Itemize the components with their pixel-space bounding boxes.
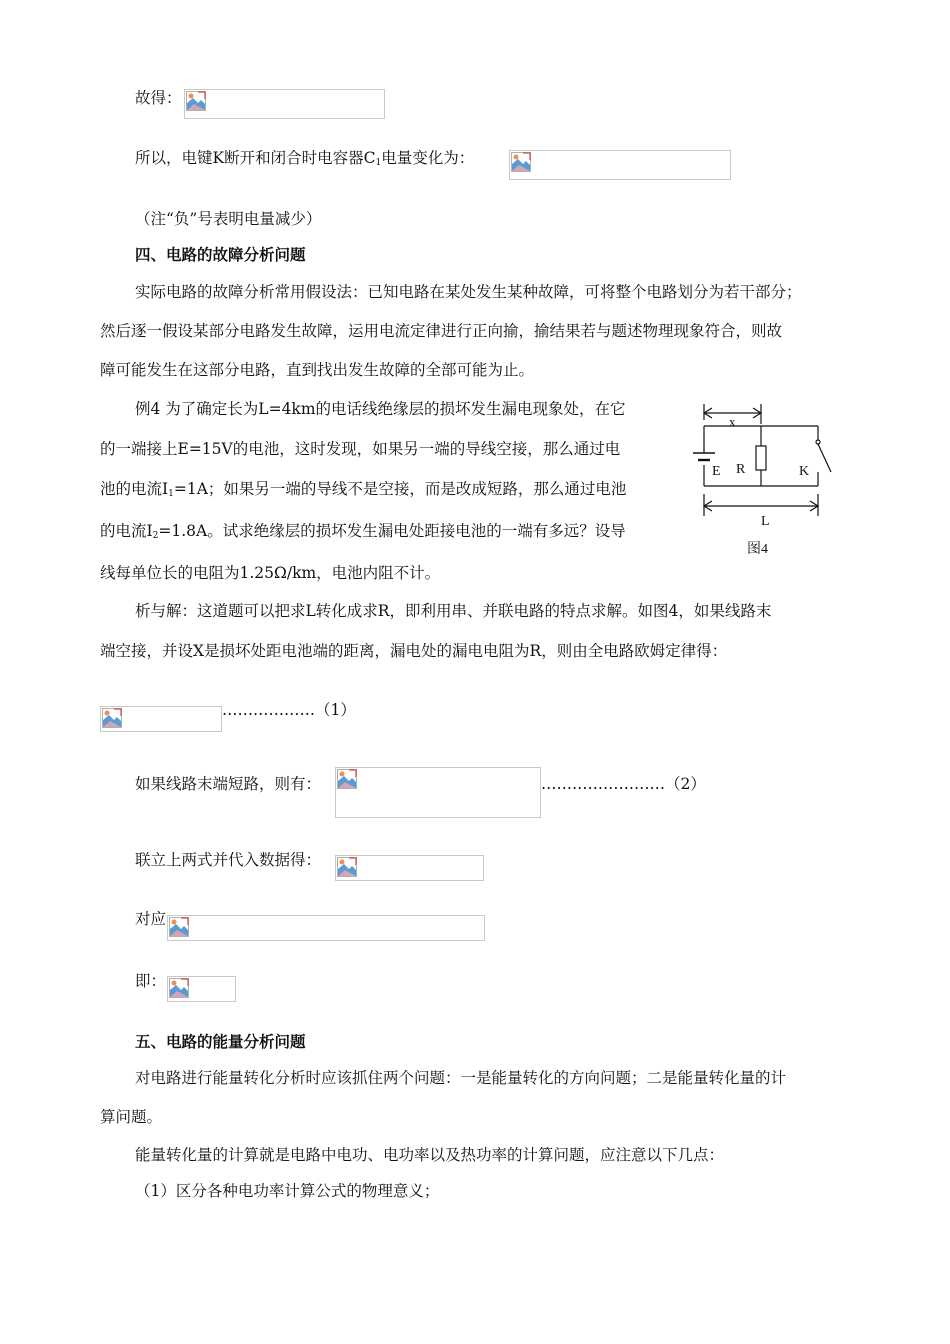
paragraph-line: 对电路进行能量转化分析时应该抓住两个问题：一是能量转化的方向问题；二是能量转化量的计 (135, 1069, 787, 1087)
broken-image-icon (169, 917, 189, 937)
result-label: 故得： (135, 89, 182, 107)
r-label: R (736, 462, 746, 477)
section-heading-5: 五、电路的能量分析问题 (135, 1032, 306, 1051)
paragraph-line: 算问题。 (100, 1108, 163, 1126)
section-heading-4: 四、电路的故障分析问题 (135, 245, 306, 264)
circuit-diagram (690, 396, 840, 561)
broken-image-icon (169, 978, 189, 998)
formula-image (167, 915, 485, 941)
paragraph-line: 能量转化量的计算就是电路中电功、电功率以及热功率的计算问题，应注意以下几点： (135, 1146, 725, 1164)
broken-image-icon (337, 769, 357, 789)
k-label: K (799, 464, 810, 479)
l-label: L (761, 514, 770, 529)
broken-image-icon (511, 152, 531, 172)
figure-caption: 图4 (747, 542, 768, 557)
therefore-line: 即： (135, 972, 167, 990)
combine-line: 联立上两式并代入数据得： (135, 851, 322, 869)
paragraph-line: 障可能发生在这部分电路，直到找出发生故障的全部可能为止。 (100, 361, 535, 379)
equation-tag-2: ……………………（2） (541, 775, 706, 793)
paragraph-line: 实际电路的故障分析常用假设法：已知电路在某处发生某种故障，可将整个电路划分为若干部分； (135, 283, 802, 301)
formula-image (100, 706, 222, 732)
example-line: 例4 为了确定长为L=4km的电话线绝缘层的损坏发生漏电现象处，在它 (135, 400, 626, 418)
correspond-line: 对应 (135, 910, 167, 928)
example-line: 的电流$I_2=1.8A$。试求绝缘层的损坏发生漏电处距接电池的一端有多远？设导 (100, 522, 626, 541)
note-line: （注“负”号表明电量减少） (135, 210, 322, 228)
formula-image (335, 767, 541, 818)
formula-image (335, 855, 484, 881)
list-item: （1）区分各种电功率计算公式的物理意义； (135, 1182, 440, 1200)
switch-blade (818, 444, 831, 472)
equation-tag-1: ………………（1） (222, 701, 356, 719)
example-line: 的一端接上E=15V的电池，这时发现，如果另一端的导线空接，那么通过电 (100, 440, 621, 458)
analysis-line: 析与解：这道题可以把求L转化成求R，即利用串、并联电路的特点求解。如图4，如果线路末 (135, 602, 772, 620)
example-line: 线每单位长的电阻为1.25Ω/km，电池内阻不计。 (100, 564, 441, 582)
switch-contact (816, 440, 820, 444)
example-line: 池的电流$I_1=1A$；如果另一端的导线不是空接，而是改成短路，那么通过电池 (100, 480, 627, 499)
formula-image (184, 89, 385, 119)
formula-image (167, 976, 236, 1002)
paragraph-line: 然后逐一假设某部分电路发生故障，运用电流定律进行正向揄，揄结果若与题述物理现象符合，则故 (100, 322, 783, 340)
result-line (135, 86, 182, 108)
broken-image-icon (186, 91, 206, 111)
broken-image-icon (102, 708, 122, 728)
short-circuit-line: 如果线路末端短路，则有： (135, 775, 322, 793)
analysis-line: 端空接，并设X是损坏处距电池端的距离，漏电处的漏电电阻为R，则由全电路欧姆定律得： (100, 642, 728, 660)
broken-image-icon (337, 857, 357, 877)
formula-image (509, 150, 731, 180)
e-label: E (712, 464, 721, 479)
x-label: x (729, 414, 736, 429)
charge-change-line: 所以，电键K断开和闭合时电容器$C_1$电量变化为： (135, 149, 475, 168)
resistor (756, 446, 766, 470)
